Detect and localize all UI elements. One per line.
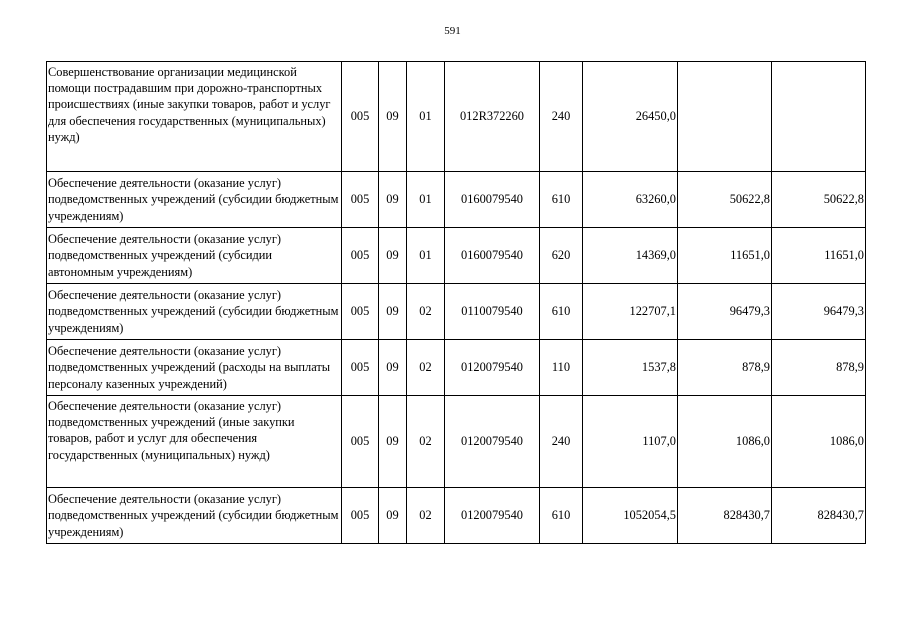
row-section-code: 09 bbox=[379, 396, 407, 488]
row-amount-2: 828430,7 bbox=[678, 488, 772, 544]
row-name: Обеспечение деятельности (оказание услуг) подведомственных учреждений (субсидии автономным учреждениям) bbox=[47, 228, 342, 284]
row-amount-1: 63260,0 bbox=[583, 172, 678, 228]
row-ministry-code: 005 bbox=[342, 172, 379, 228]
row-section-code: 09 bbox=[379, 62, 407, 172]
row-name: Обеспечение деятельности (оказание услуг) подведомственных учреждений (субсидии бюджетным учреждениям) bbox=[47, 284, 342, 340]
row-target-code: 012R372260 bbox=[445, 62, 540, 172]
row-target-code: 0110079540 bbox=[445, 284, 540, 340]
row-type-code: 620 bbox=[540, 228, 583, 284]
row-ministry-code: 005 bbox=[342, 228, 379, 284]
row-subsection-code: 02 bbox=[407, 340, 445, 396]
row-ministry-code: 005 bbox=[342, 62, 379, 172]
row-ministry-code: 005 bbox=[342, 396, 379, 488]
table-row bbox=[47, 62, 866, 172]
row-subsection-code: 02 bbox=[407, 396, 445, 488]
row-subsection-code: 02 bbox=[407, 488, 445, 544]
row-amount-3: 878,9 bbox=[772, 340, 866, 396]
row-amount-2: 1086,0 bbox=[678, 396, 772, 488]
row-target-code: 0160079540 bbox=[445, 172, 540, 228]
row-name: Обеспечение деятельности (оказание услуг) подведомственных учреждений (расходы на выплаты персоналу казенных учреждений) bbox=[47, 340, 342, 396]
table-row bbox=[47, 488, 866, 544]
row-section-code: 09 bbox=[379, 284, 407, 340]
row-name: Совершенствование организации медицинской помощи пострадавшим при дорожно-транспортных происшествиях (иные закупки товаров, работ и услуг для обеспечения государственных (муниципальных) нужд) bbox=[47, 62, 342, 172]
page-number: 591 bbox=[444, 25, 461, 37]
table-row bbox=[47, 340, 866, 396]
row-type-code: 110 bbox=[540, 340, 583, 396]
budget-table bbox=[46, 61, 866, 544]
row-ministry-code: 005 bbox=[342, 340, 379, 396]
table-row bbox=[47, 396, 866, 488]
row-amount-1: 1537,8 bbox=[583, 340, 678, 396]
row-name: Обеспечение деятельности (оказание услуг) подведомственных учреждений (субсидии бюджетным учреждениям) bbox=[47, 488, 342, 544]
row-type-code: 240 bbox=[540, 396, 583, 488]
row-subsection-code: 02 bbox=[407, 284, 445, 340]
row-ministry-code: 005 bbox=[342, 284, 379, 340]
row-amount-3: 96479,3 bbox=[772, 284, 866, 340]
row-amount-3: 1086,0 bbox=[772, 396, 866, 488]
row-type-code: 610 bbox=[540, 284, 583, 340]
row-type-code: 240 bbox=[540, 62, 583, 172]
row-amount-1: 1052054,5 bbox=[583, 488, 678, 544]
row-amount-1: 26450,0 bbox=[583, 62, 678, 172]
table-row bbox=[47, 172, 866, 228]
row-target-code: 0120079540 bbox=[445, 340, 540, 396]
row-name: Обеспечение деятельности (оказание услуг) подведомственных учреждений (иные закупки товаров, работ и услуг для обеспечения государственных (муниципальных) нужд) bbox=[47, 396, 342, 488]
row-section-code: 09 bbox=[379, 172, 407, 228]
row-target-code: 0160079540 bbox=[445, 228, 540, 284]
row-subsection-code: 01 bbox=[407, 172, 445, 228]
row-type-code: 610 bbox=[540, 488, 583, 544]
row-amount-2: 50622,8 bbox=[678, 172, 772, 228]
row-name: Обеспечение деятельности (оказание услуг) подведомственных учреждений (субсидии бюджетным учреждениям) bbox=[47, 172, 342, 228]
row-amount-1: 14369,0 bbox=[583, 228, 678, 284]
table-row bbox=[47, 284, 866, 340]
row-target-code: 0120079540 bbox=[445, 488, 540, 544]
row-subsection-code: 01 bbox=[407, 228, 445, 284]
row-amount-3 bbox=[772, 62, 866, 172]
row-section-code: 09 bbox=[379, 488, 407, 544]
row-amount-2 bbox=[678, 62, 772, 172]
row-target-code: 0120079540 bbox=[445, 396, 540, 488]
row-amount-3: 11651,0 bbox=[772, 228, 866, 284]
row-amount-2: 96479,3 bbox=[678, 284, 772, 340]
row-amount-1: 1107,0 bbox=[583, 396, 678, 488]
row-subsection-code: 01 bbox=[407, 62, 445, 172]
table-row bbox=[47, 228, 866, 284]
row-type-code: 610 bbox=[540, 172, 583, 228]
row-amount-3: 828430,7 bbox=[772, 488, 866, 544]
row-amount-2: 878,9 bbox=[678, 340, 772, 396]
row-section-code: 09 bbox=[379, 340, 407, 396]
row-ministry-code: 005 bbox=[342, 488, 379, 544]
row-amount-2: 11651,0 bbox=[678, 228, 772, 284]
row-amount-3: 50622,8 bbox=[772, 172, 866, 228]
row-amount-1: 122707,1 bbox=[583, 284, 678, 340]
row-section-code: 09 bbox=[379, 228, 407, 284]
